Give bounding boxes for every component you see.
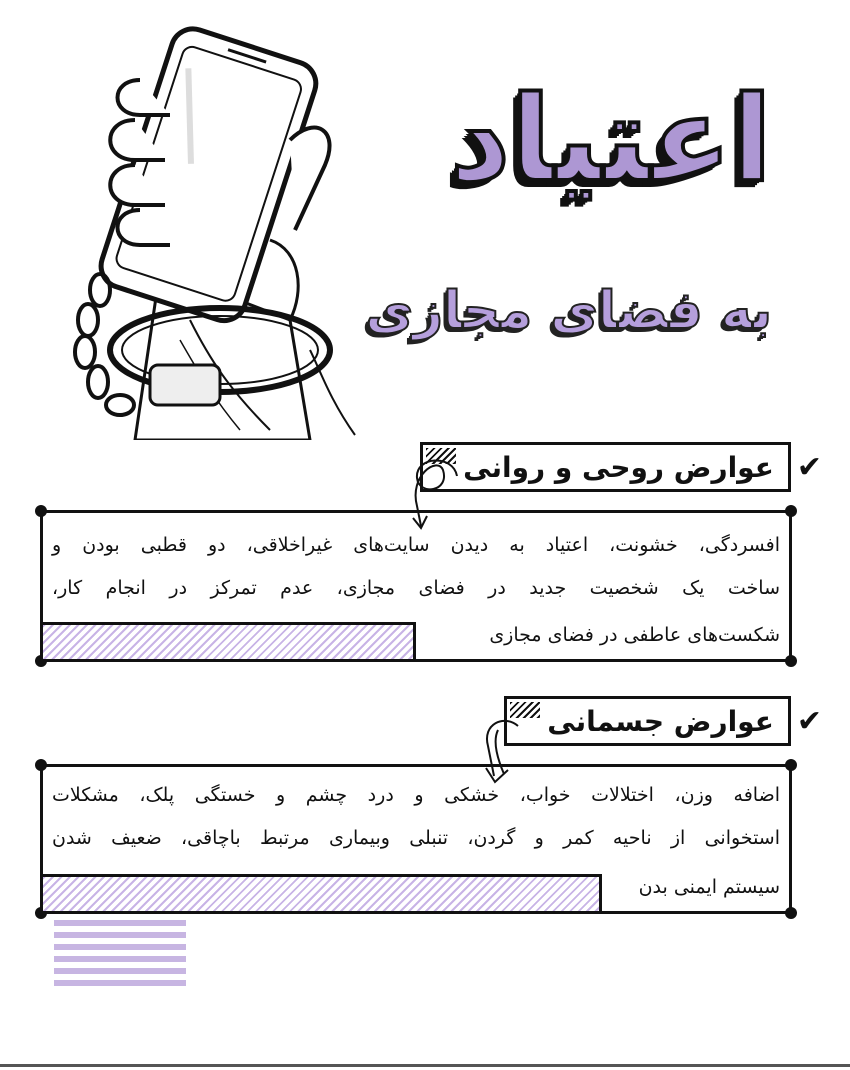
hatch-bar <box>40 622 416 662</box>
hand-holding-phone-handcuffed-icon <box>40 20 370 440</box>
mental-effects-card <box>40 510 792 662</box>
decorative-stripes <box>54 920 186 988</box>
corner-dot <box>785 655 797 667</box>
page-title: اعتیاد <box>449 70 772 208</box>
stripe <box>54 956 186 962</box>
bottom-divider <box>0 1064 850 1067</box>
corner-dot <box>785 907 797 919</box>
section-heading-mental <box>420 442 822 492</box>
card-line: اضافه وزن، اختلالات خواب، خشکی و درد چشم و خستگی پلک، مشکلات <box>52 784 780 806</box>
stripe <box>54 968 186 974</box>
card-line: استخوانی از ناحیه کمر و گردن، تنبلی وبیماری مرتبط باچاقی، ضعیف شدن <box>52 827 780 849</box>
heading-text: عوارض روحی و روانی <box>463 450 774 484</box>
corner-dot <box>35 505 47 517</box>
corner-dot <box>785 759 797 771</box>
card-line: افسردگی، خشونت، اعتیاد به دیدن سایت‌های غیراخلاقی، دو قطبی بودن و <box>52 534 780 556</box>
stripe <box>54 920 186 926</box>
physical-effects-card <box>40 764 792 914</box>
hatch-bar <box>40 874 602 914</box>
checkmark-icon: ✔ <box>796 703 822 739</box>
heading-box <box>420 442 791 492</box>
checkmark-icon: ✔ <box>796 449 822 485</box>
heading-box <box>504 696 791 746</box>
corner-dot <box>785 505 797 517</box>
stripe <box>54 944 186 950</box>
card-line: سیستم ایمنی بدن <box>638 876 780 898</box>
card-line: ساخت یک شخصیت جدید در فضای مجازی، عدم تمرکز در انجام کار، <box>52 577 780 599</box>
heading-text: عوارض جسمانی <box>547 704 774 738</box>
stripe <box>54 980 186 986</box>
page-subtitle: به فضای مجازی <box>365 281 772 341</box>
section-heading-physical <box>504 696 822 746</box>
corner-dot <box>35 759 47 771</box>
stripe <box>54 932 186 938</box>
card-line: شکست‌های عاطفی در فضای مجازی <box>489 624 780 646</box>
